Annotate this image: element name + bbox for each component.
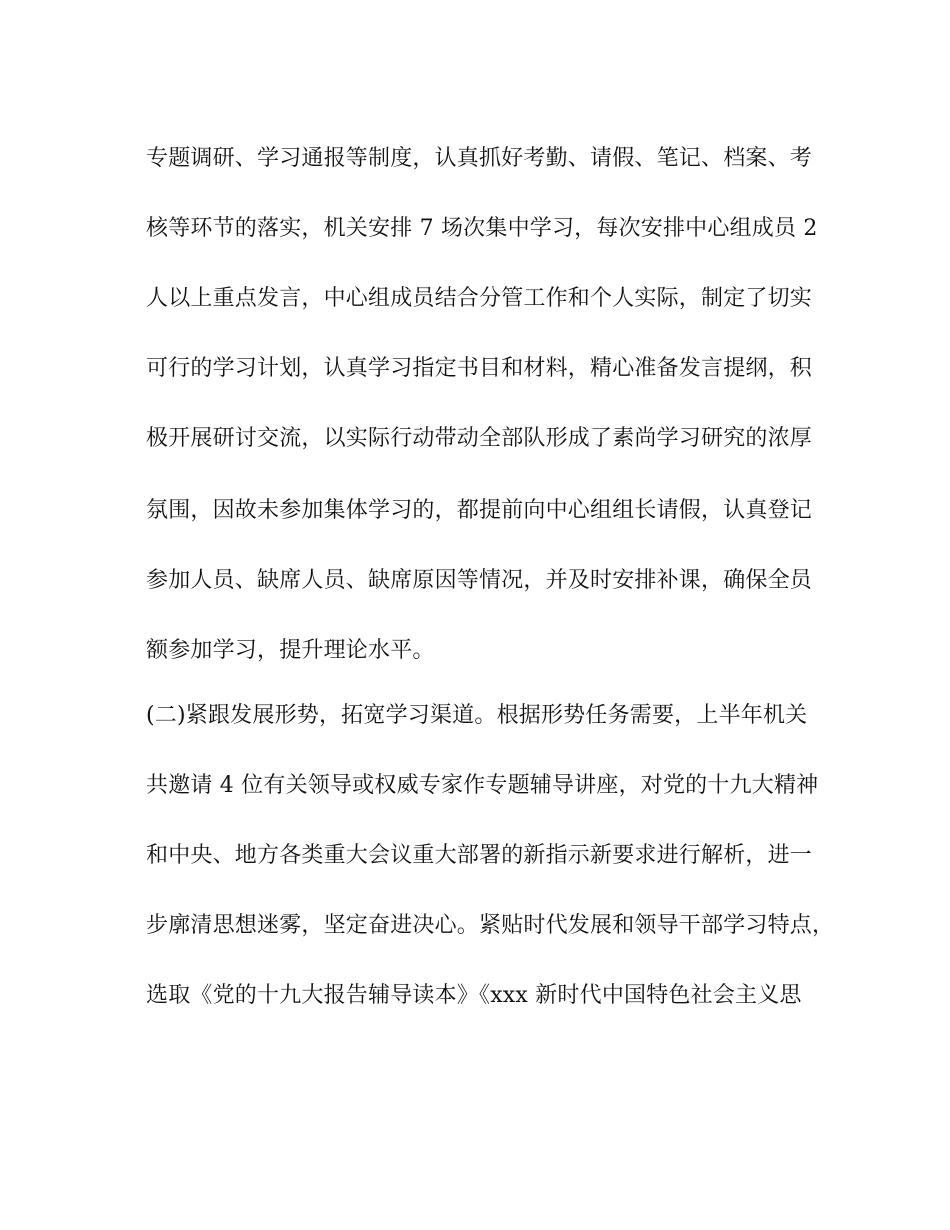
- paragraph-line: 核等环节的落实，机关安排 7 场次集中学习，每次安排中心组成员 2: [146, 216, 818, 241]
- paragraph-line: 可行的学习计划，认真学习指定书目和材料，精心准备发言提纲，积: [146, 356, 813, 381]
- paragraph-line: 人以上重点发言，中心组成员结合分管工作和个人实际，制定了切实: [146, 286, 813, 311]
- section-heading-line: (二)紧跟发展形势，拓宽学习渠道。根据形势任务需要，上半年机关: [146, 703, 808, 728]
- paragraph-line: 氛围，因故未参加集体学习的，都提前向中心组组长请假，认真登记: [146, 498, 813, 523]
- paragraph-line: 专题调研、学习通报等制度，认真抓好考勤、请假、笔记、档案、考: [146, 146, 813, 171]
- paragraph-line: 共邀请 4 位有关领导或权威专家作专题辅导讲座，对党的十九大精神: [146, 773, 819, 798]
- paragraph-line: 极开展研讨交流，以实际行动带动全部队形成了素尚学习研究的浓厚: [146, 426, 813, 451]
- paragraph-line: 和中央、地方各类重大会议重大部署的新指示新要求进行解析，进一: [146, 843, 813, 868]
- paragraph-line: 步廓清思想迷雾，坚定奋进决心。紧贴时代发展和领导干部学习特点，: [146, 913, 835, 938]
- paragraph-line: 额参加学习，提升理论水平。: [146, 638, 435, 663]
- paragraph-line: 参加人员、缺席人员、缺席原因等情况，并及时安排补课，确保全员: [146, 568, 813, 593]
- paragraph-line: 选取《党的十九大报告辅导读本》《xxx 新时代中国特色社会主义思: [146, 983, 802, 1008]
